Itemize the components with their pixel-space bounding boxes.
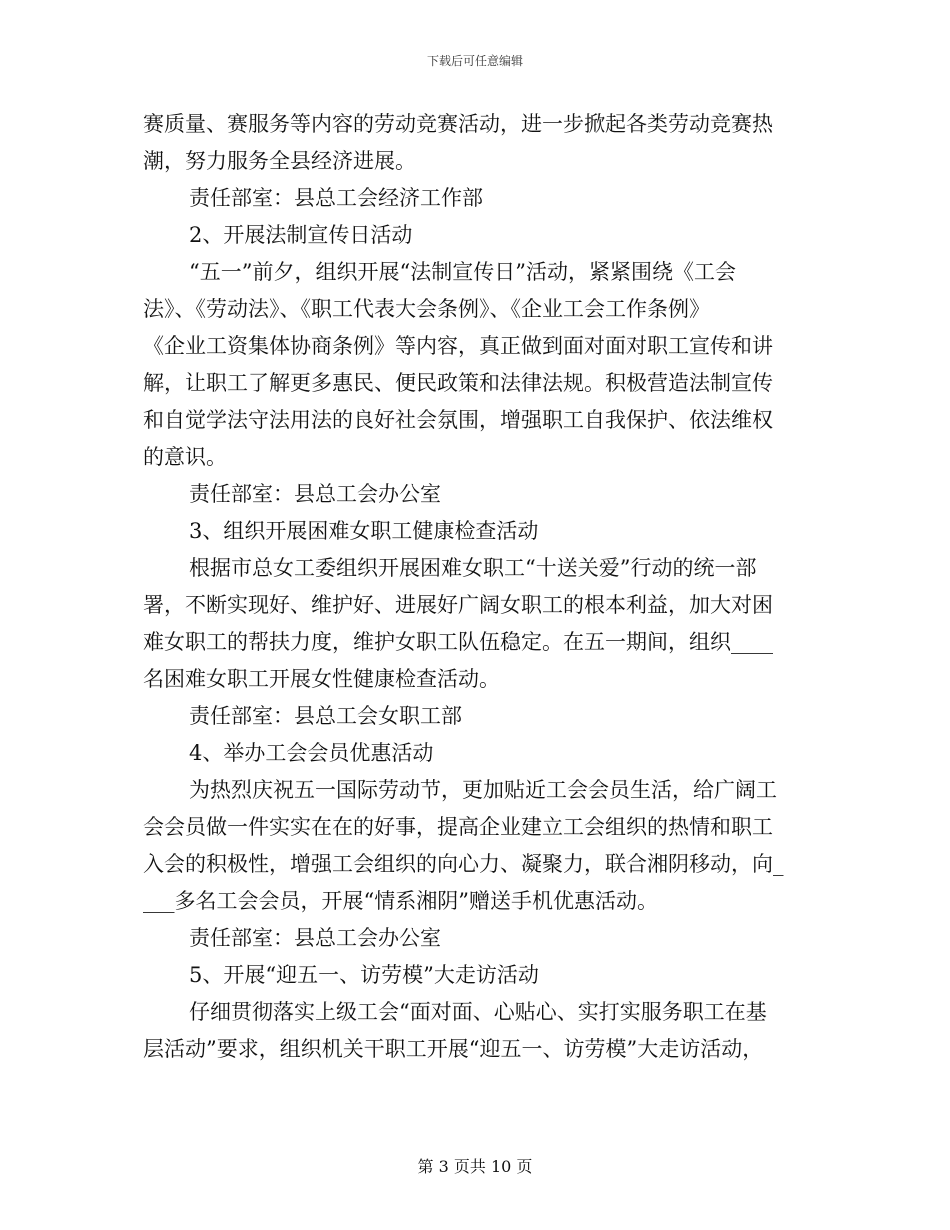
- paragraph-line: 的意识。: [143, 445, 227, 469]
- department-label: 责任部室：县总工会办公室: [189, 482, 441, 506]
- paragraph-line: 仔细贯彻落实上级工会“面对面、心贴心、实打实服务职工在基: [189, 1000, 767, 1024]
- paragraph-line: 入会的积极性，增强工会组织的向心力、凝聚力，联合湘阴移动，向_: [143, 852, 784, 876]
- paragraph-line: 《企业工资集体协商条例》等内容，真正做到面对面对职工宣传和讲: [143, 334, 773, 358]
- department-label: 责任部室：县总工会女职工部: [189, 704, 462, 728]
- paragraph-line: 署，不断实现好、维护好、进展好广阔女职工的根本利益，加大对困: [143, 593, 773, 617]
- paragraph-line: 潮，努力服务全县经济进展。: [143, 149, 416, 173]
- page-number: 第 3 页共 10 页: [417, 1157, 533, 1176]
- document-body: [143, 106, 807, 1068]
- paragraph-line: “五一”前夕，组织开展“法制宣传日”活动，紧紧围绕《工会: [189, 260, 736, 284]
- paragraph-line: ___多名工会会员，开展“情系湘阴”赠送手机优惠活动。: [143, 889, 658, 913]
- paragraph-line: 解，让职工了解更多惠民、便民政策和法律法规。积极营造法制宣传: [143, 371, 773, 395]
- paragraph-line: 法》、《劳动法》、《职工代表大会条例》、《企业工会工作条例》: [143, 297, 710, 321]
- paragraph-line: 赛质量、赛服务等内容的劳动竞赛活动，进一步掀起各类劳动竞赛热: [143, 112, 773, 136]
- paragraph-line: 根据市总女工委组织开展困难女职工“十送关爱”行动的统一部: [189, 556, 757, 580]
- paragraph-line: 难女职工的帮扶力度，维护女职工队伍稳定。在五一期间，组织____: [143, 630, 773, 654]
- section-heading: 2、开展法制宣传日活动: [189, 223, 413, 247]
- section-heading: 3、组织开展困难女职工健康检查活动: [189, 519, 539, 543]
- department-label: 责任部室：县总工会经济工作部: [189, 186, 483, 210]
- section-heading: 5、开展“迎五一、访劳模”大走访活动: [189, 963, 539, 987]
- section-heading: 4、举办工会会员优惠活动: [189, 741, 434, 765]
- paragraph-line: 名困难女职工开展女性健康检查活动。: [143, 667, 500, 691]
- paragraph-line: 为热烈庆祝五一国际劳动节，更加贴近工会会员生活，给广阔工: [189, 778, 777, 802]
- paragraph-line: 层活动”要求，组织机关干职工开展“迎五一、访劳模”大走访活动，: [143, 1037, 764, 1061]
- paragraph-line: 和自觉学法守法用法的良好社会氛围，增强职工自我保护、依法维权: [143, 408, 773, 432]
- paragraph-line: 会会员做一件实实在在的好事，提高企业建立工会组织的热情和职工: [143, 815, 773, 839]
- department-label: 责任部室：县总工会办公室: [189, 926, 441, 950]
- page-header: 下载后可任意编辑: [426, 54, 523, 68]
